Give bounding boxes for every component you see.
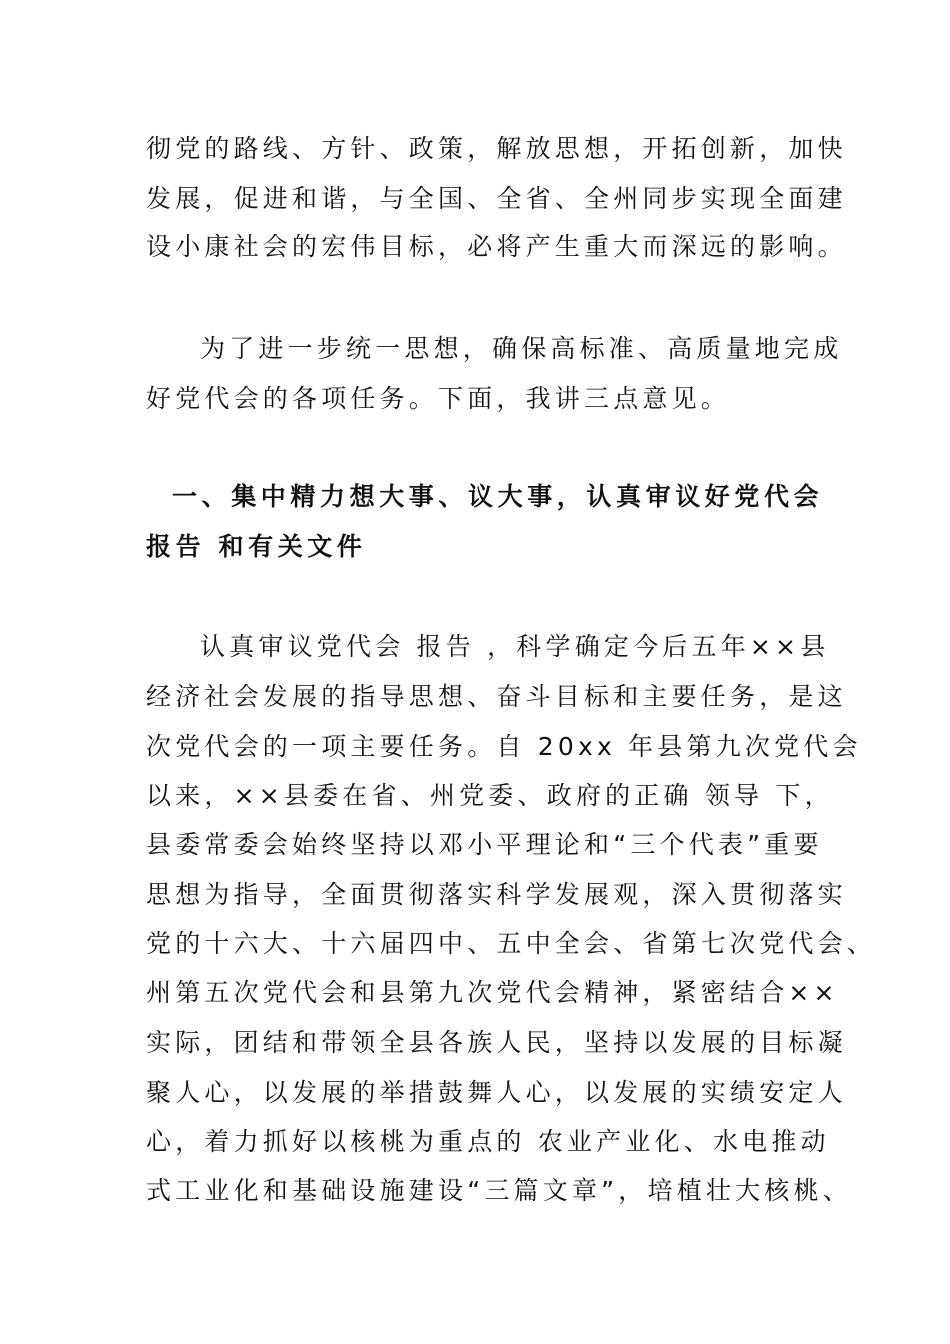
paragraph-2-line-1: 为了进一步统一思想，确保高标准、高质量地完成 (200, 334, 843, 363)
paragraph-3-line-8: 州第五次党代会和县第九次党代会精神，紧密结合×× (146, 978, 839, 1007)
paragraph-1-line-2: 发展，促进和谐，与全国、全省、全州同步实现全面建 (146, 184, 847, 213)
paragraph-3-line-9: 实际，团结和带领全县各族人民，坚持以发展的目标凝 (146, 1028, 847, 1057)
paragraph-3-line-5: 县委常委会始终坚持以邓小平理论和“三个代表”重要 (146, 830, 823, 859)
paragraph-1-line-1: 彻党的路线、方针、政策，解放思想，开拓创新，加快 (146, 134, 847, 163)
paragraph-2-line-2: 好党代会的各项任务。下面，我讲三点意见。 (146, 384, 731, 413)
section-heading-line-2: 报告 和有关文件 (146, 532, 367, 561)
section-heading-line-1: 一、集中精力想大事、议大事，认真审议好党代会 (172, 482, 824, 511)
paragraph-3-line-1: 认真审议党代会 报告 ，科学确定今后五年××县 (200, 632, 830, 661)
paragraph-3-line-7: 党的十六大、十六届四中、五中全会、省第七次党代会、 (146, 929, 877, 958)
paragraph-1-line-3: 设小康社会的宏伟目标，必将产生重大而深远的影响。 (146, 232, 847, 261)
paragraph-3-line-4: 以来，××县委在省、州党委、政府的正确 领导 下， (146, 781, 834, 810)
paragraph-3-line-6: 思想为指导，全面贯彻落实科学发展观，深入贯彻落实 (146, 880, 847, 909)
paragraph-3-line-10: 聚人心，以发展的举措鼓舞人心，以发展的实绩安定人 (146, 1078, 847, 1107)
paragraph-3-line-12: 式工业化和基础设施建设“三篇文章”，培植壮大核桃、 (146, 1176, 852, 1205)
paragraph-3-line-11: 心，着力抓好以核桃为重点的 农业产业化、水电推动 (146, 1127, 830, 1156)
paragraph-3-line-2: 经济社会发展的指导思想、奋斗目标和主要任务，是这 (146, 682, 847, 711)
paragraph-3-line-3: 次党代会的一项主要任务。自 20xx 年县第九次党代会 (146, 732, 862, 761)
